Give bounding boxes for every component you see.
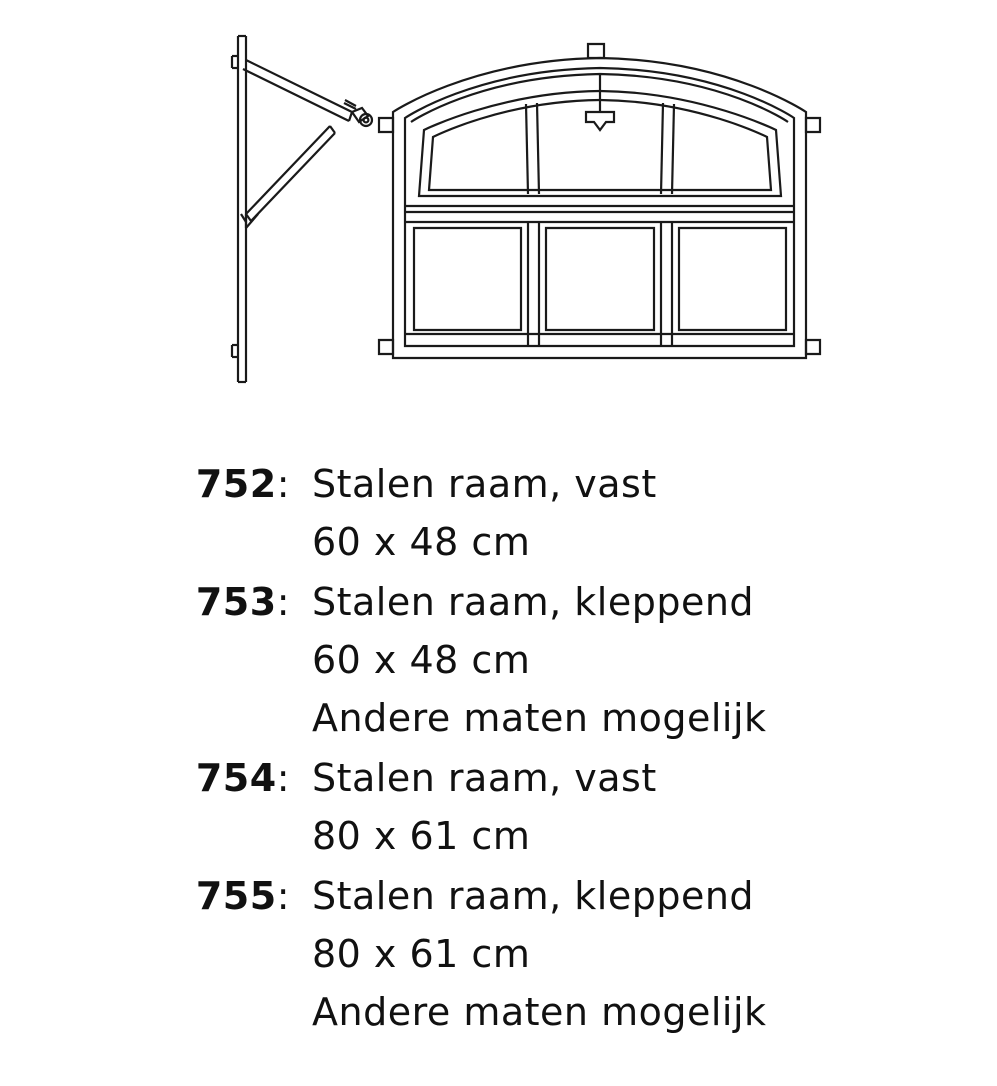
catalog-code: 754 <box>195 756 277 800</box>
catalog-description-line: 80 x 61 cm <box>312 814 531 858</box>
catalog-entry <box>0 455 997 571</box>
catalog-description <box>290 749 997 865</box>
catalog-description-line: 60 x 48 cm <box>312 638 531 682</box>
catalog-code-cell <box>0 580 290 624</box>
front-elevation-view <box>379 44 820 358</box>
catalog-code-separator: : <box>276 874 290 918</box>
catalog-code: 755 <box>195 874 277 918</box>
catalog-entry-list <box>0 455 997 1043</box>
catalog-code: 753 <box>195 580 277 624</box>
window-drawing-figure <box>0 0 997 430</box>
catalog-description-line: 60 x 48 cm <box>312 520 531 564</box>
catalog-description-line: Andere maten mogelijk <box>312 990 767 1034</box>
catalog-description <box>290 455 997 571</box>
catalog-description-line: Stalen raam, vast <box>312 756 657 800</box>
catalog-description-line: Stalen raam, kleppend <box>312 874 755 918</box>
side-elevation-view <box>232 36 372 382</box>
catalog-code-separator: : <box>276 756 290 800</box>
catalog-code: 752 <box>195 462 277 506</box>
catalog-code-separator: : <box>276 580 290 624</box>
catalog-code-cell <box>0 462 290 506</box>
catalog-code-separator: : <box>276 462 290 506</box>
catalog-description-line: 80 x 61 cm <box>312 932 531 976</box>
steel-window-technical-drawing <box>0 0 997 430</box>
catalog-description-line: Stalen raam, kleppend <box>312 580 755 624</box>
catalog-description <box>290 573 997 747</box>
catalog-entry <box>0 867 997 1041</box>
catalog-entry <box>0 749 997 865</box>
catalog-entry <box>0 573 997 747</box>
catalog-description <box>290 867 997 1041</box>
catalog-code-cell <box>0 756 290 800</box>
catalog-description-line: Andere maten mogelijk <box>312 696 767 740</box>
catalog-description-line: Stalen raam, vast <box>312 462 657 506</box>
catalog-code-cell <box>0 874 290 918</box>
